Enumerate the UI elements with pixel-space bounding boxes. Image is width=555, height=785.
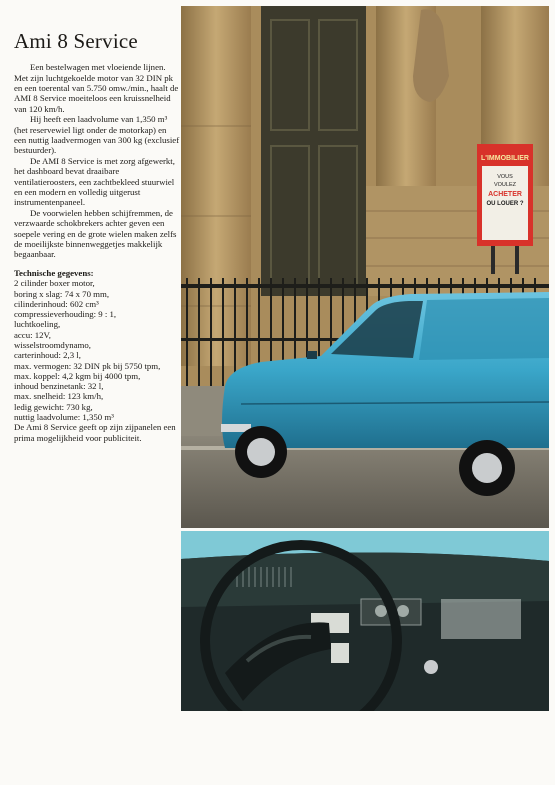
spec-item: wisselstroomdynamo, bbox=[14, 340, 91, 350]
spec-item: luchtkoeling, bbox=[14, 319, 61, 330]
sign-header: L'IMMOBILIER bbox=[481, 155, 529, 162]
spec-item: max. vermogen: 32 DIN pk bij 5750 tpm, bbox=[14, 360, 161, 371]
spec-item: compressieverhouding: 9 : 1, bbox=[14, 309, 117, 320]
specs-heading: Technische gegevens: bbox=[14, 267, 94, 278]
specs-list bbox=[14, 278, 180, 422]
spec-item: nuttig laadvolume: 1,350 m³ bbox=[14, 412, 114, 423]
paragraph-finish: De AMI 8 Service is met zorg afgewerkt, het dashboard bevat draaibare ventilatieroosters, een zachtbekleed stuurwiel en een modern en volledig uitgerust instrumentenpaneel. bbox=[14, 155, 175, 208]
gauge-dial bbox=[397, 605, 409, 617]
car-mirror bbox=[307, 351, 317, 359]
gauge-dial bbox=[375, 605, 387, 617]
sign-line: OU LOUER ? bbox=[486, 201, 524, 207]
spec-item: inhoud benzinetank: 32 l, bbox=[14, 381, 104, 392]
spec-item: accu: 12V, bbox=[14, 329, 51, 340]
paragraph-intro: Een bestelwagen met vloeiende lijnen. Met zijn luchtgekoelde motor van 32 DIN pk en een toerental van 5.750 omw./min., haalt de AMI 8 Service moeiteloos een kruissnelheid van 120 km/h. bbox=[14, 62, 179, 114]
spec-item: carterinhoud: 2,3 l, bbox=[14, 350, 81, 361]
car-side-panel bbox=[419, 298, 549, 360]
glovebox bbox=[441, 599, 521, 639]
stone-column bbox=[181, 6, 251, 366]
spec-item: 2 cilinder boxer motor, bbox=[14, 278, 95, 289]
page-title: Ami 8 Service bbox=[14, 29, 138, 53]
spec-item: ledig gewicht: 730 kg, bbox=[14, 401, 93, 412]
sign-line: ACHETER bbox=[488, 191, 522, 198]
sign-line: VOUS bbox=[497, 174, 513, 180]
spec-item: max. snelheid: 123 km/h, bbox=[14, 391, 104, 402]
car-photo-illustration bbox=[181, 6, 549, 528]
dashboard-label bbox=[331, 643, 349, 663]
car-photo bbox=[181, 6, 549, 528]
dashboard-knob bbox=[424, 660, 438, 674]
spec-item: cilinderinhoud: 602 cm³ bbox=[14, 298, 99, 309]
paragraph-capacity: Hij heeft een laadvolume van 1,350 m³ (het reservewiel ligt onder de motorkap) en een nuttig laadvermogen van 300 kg (exclusief bestuurder). bbox=[14, 114, 180, 156]
spec-item: boring x slag: 74 x 70 mm, bbox=[14, 288, 110, 299]
dashboard-photo bbox=[181, 531, 549, 711]
sign-line: VOULEZ bbox=[493, 182, 517, 188]
text-column bbox=[14, 30, 180, 443]
church-door bbox=[261, 6, 366, 296]
dashboard-illustration bbox=[181, 531, 549, 711]
paragraph-suspension: De voorwielen hebben schijfremmen, de verzwaarde schokbrekers achter geven een soepele vering en de grote wielen maken zelfs de moeilijkste binnenweggetjes makkelijk begaanbaar. bbox=[14, 207, 177, 260]
spec-item: max. koppel: 4,2 kgm bij 4000 tpm, bbox=[14, 370, 141, 381]
fence-rail bbox=[181, 284, 549, 288]
closing-paragraph: De Ami 8 Service geeft op zijn zijpanelen een prima mogelijkheid voor publiciteit. bbox=[14, 422, 176, 443]
